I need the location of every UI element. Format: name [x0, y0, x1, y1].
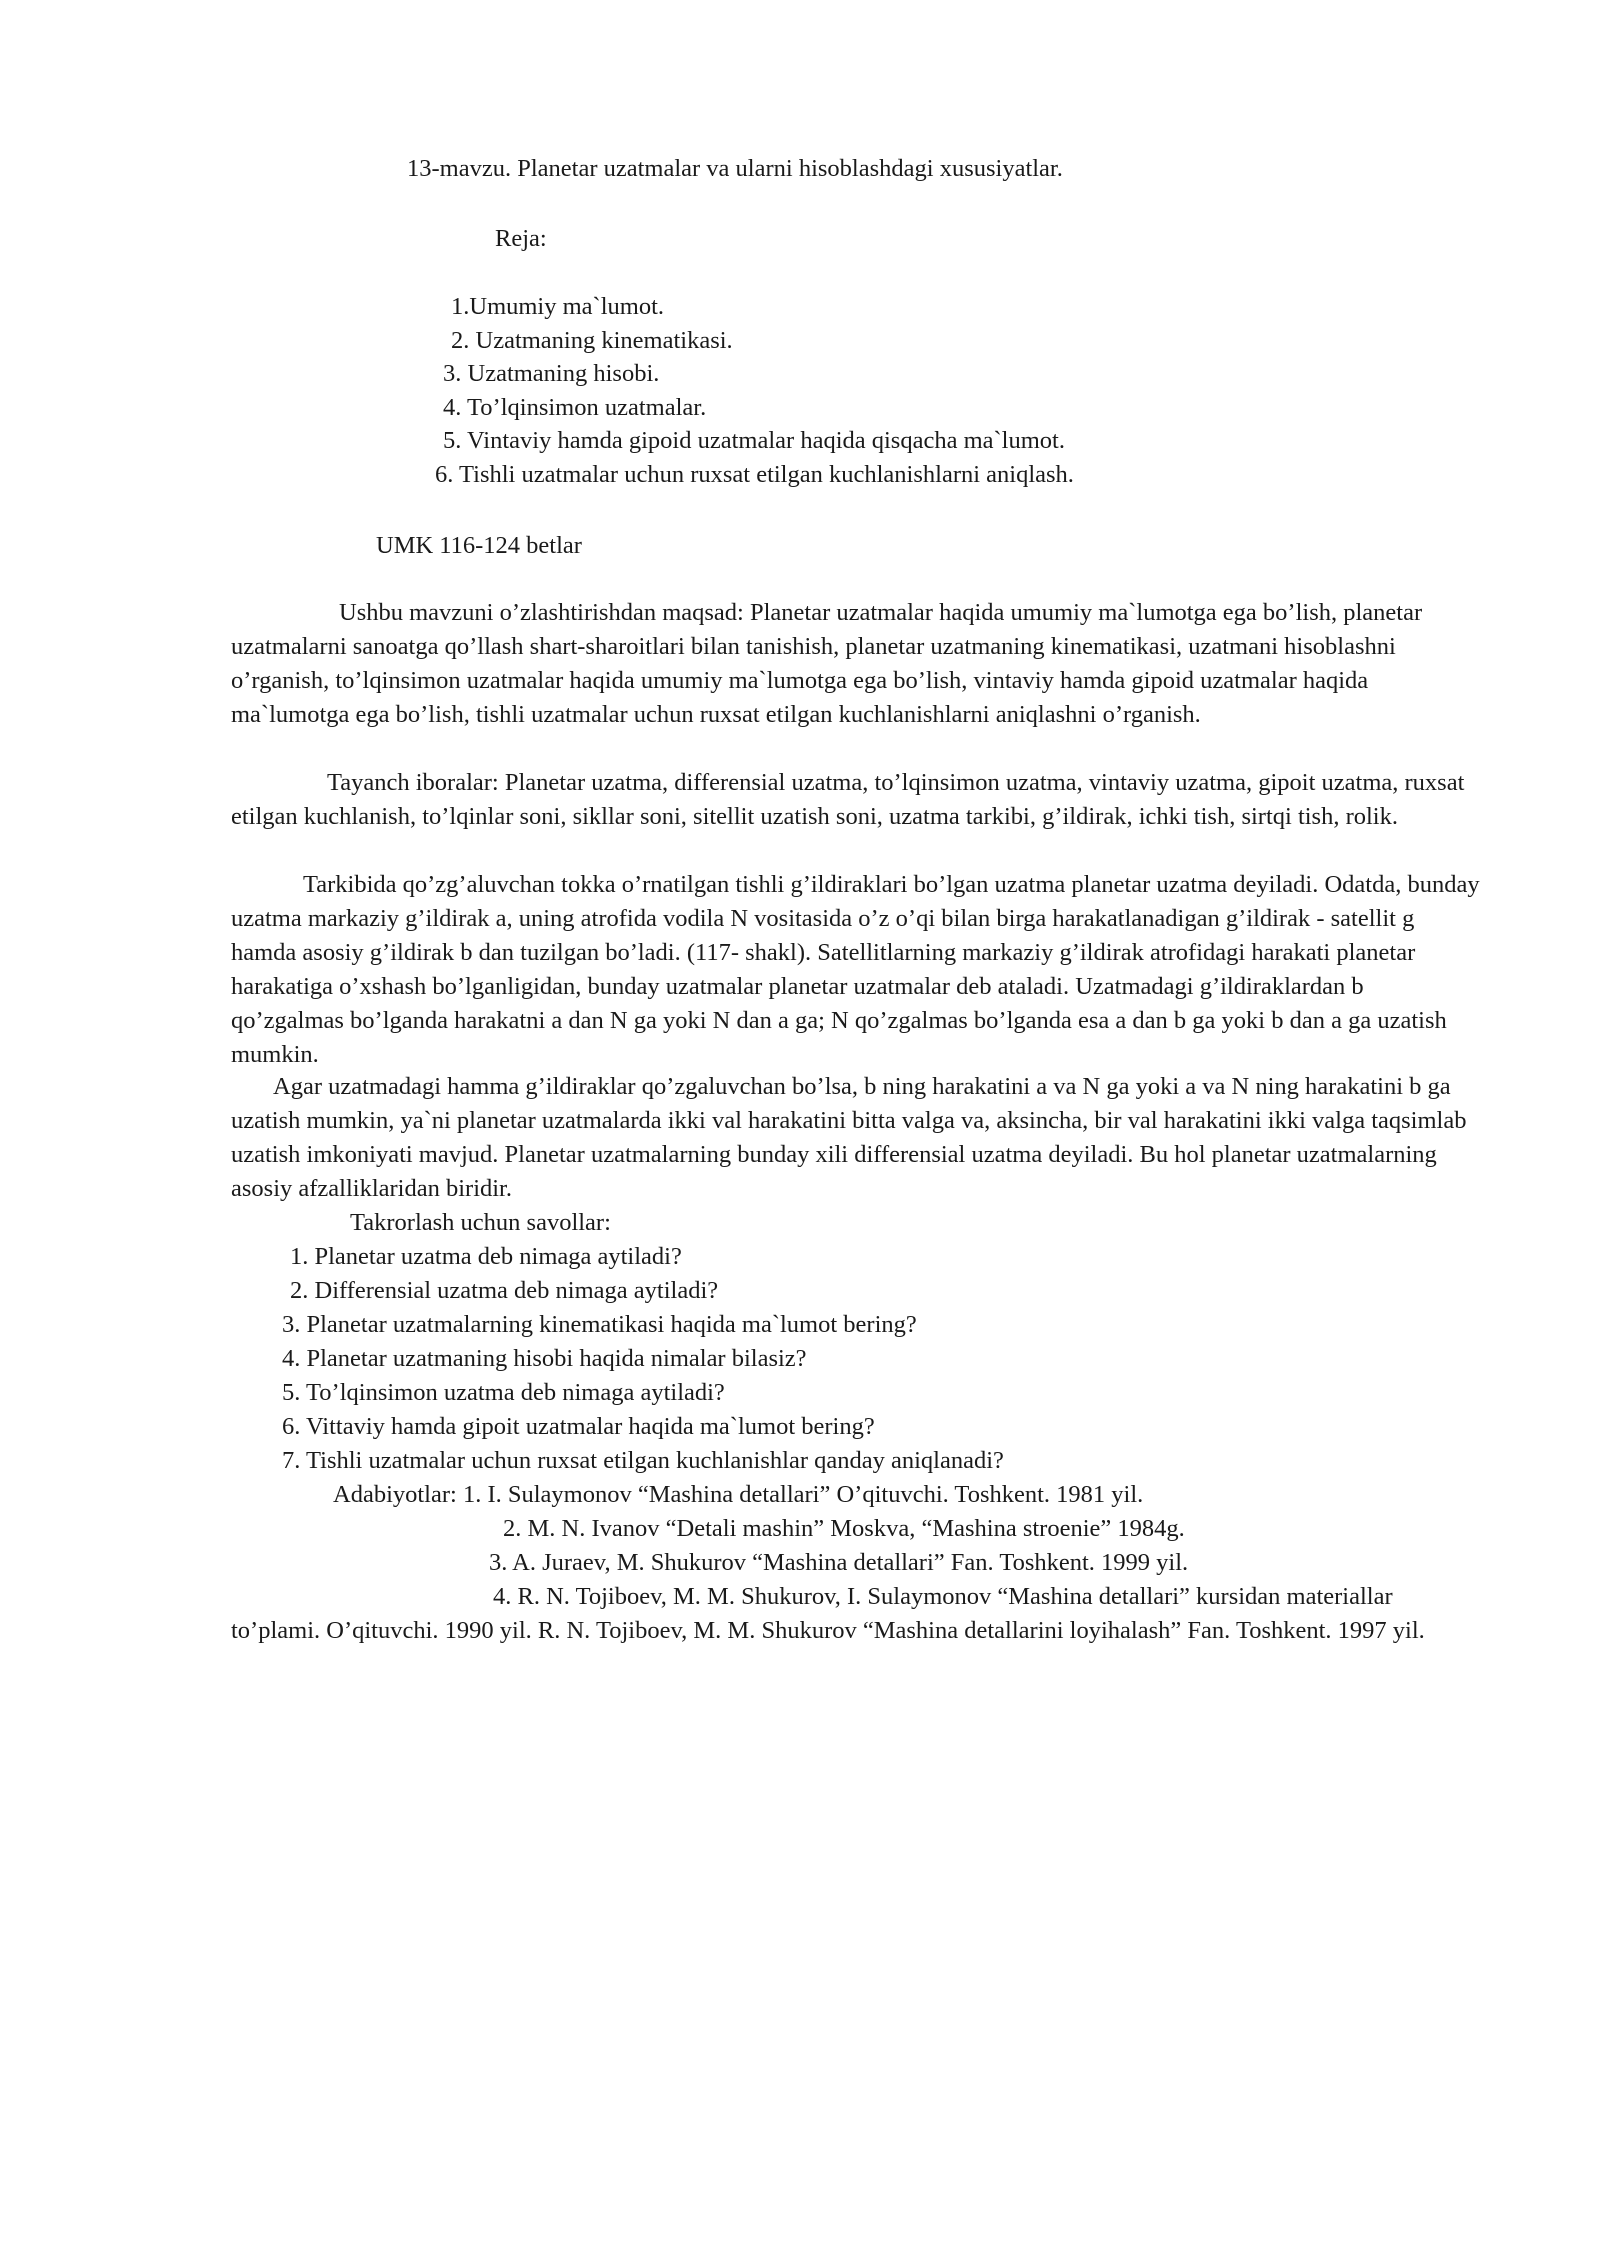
- plan-item: 2. Uzatmaning kinematikasi.: [451, 327, 733, 354]
- goal-text: Ushbu mavzuni o’zlashtirishdan maqsad: Planetar uzatmalar haqida umumiy ma`lumotga ega bo’lish, planetar uzatmalarni sanoatga qo’llash shart-sharoitlari bilan tanishish, planetar uzatmaning kinematikasi, uzatmani hisoblashni o’rganish, to’lqinsimon uzatmalar haqida umumiy ma`lumotga ega bo’lish, vintaviy hamda gipoid uzatmalar haqida ma`lumotga ega bo’lish, tishli uzatmalar uchun ruxsat etilgan kuchlanishlarni aniqlashni o’rganish.: [231, 599, 1423, 728]
- page-title: 13-mavzu. Planetar uzatmalar va ularni hisoblashdagi xususiyatlar.: [407, 155, 1063, 182]
- plan-item: 3. Uzatmaning hisobi.: [443, 360, 660, 387]
- question-item: 6. Vittaviy hamda gipoit uzatmalar haqida ma`lumot bering?: [282, 1413, 875, 1440]
- question-item: 4. Planetar uzatmaning hisobi haqida nimalar bilasiz?: [282, 1345, 807, 1372]
- plan-item: 4. To’lqinsimon uzatmalar.: [443, 394, 707, 421]
- literature-item-3: 3. A. Juraev, M. Shukurov “Mashina detallari” Fan. Toshkent. 1999 yil.: [489, 1549, 1189, 1576]
- definition-paragraph: [231, 868, 1481, 1072]
- literature-item-4-text: 4. R. N. Tojiboev, M. M. Shukurov, I. Sulaymonov “Mashina detallari” kursidan materiallar to’plami. O’qituvchi. 1990 yil. R. N. Tojiboev, M. M. Shukurov “Mashina detallarini loyihalash” Fan. Toshkent. 1997 yil.: [231, 1583, 1425, 1644]
- goal-paragraph: [231, 596, 1481, 732]
- plan-item: 5. Vintaviy hamda gipoid uzatmalar haqida qisqacha ma`lumot.: [443, 427, 1065, 454]
- literature-item-2: 2. M. N. Ivanov “Detali mashin” Moskva, “Mashina stroenie” 1984g.: [503, 1515, 1185, 1542]
- literature-item-1: Adabiyotlar: 1. I. Sulaymonov “Mashina detallari” O’qituvchi. Toshkent. 1981 yil.: [333, 1481, 1144, 1508]
- keywords-paragraph: [231, 766, 1481, 834]
- umk-reference: UMK 116-124 betlar: [376, 532, 582, 559]
- differential-paragraph: [231, 1070, 1481, 1206]
- question-item: 2. Differensial uzatma deb nimaga aytiladi?: [290, 1277, 719, 1304]
- plan-heading: Reja:: [495, 225, 547, 252]
- definition-text: Tarkibida qo’zg’aluvchan tokka o’rnatilgan tishli g’ildiraklari bo’lgan uzatma planetar uzatma deyiladi. Odatda, bunday uzatma markaziy g’ildirak a, uning atrofida vodila N vositasida o’z o’qi bilan birga harakatlanadigan g’ildirak - satellit g hamda asosiy g’ildirak b dan tuzilgan bo’ladi. (117- shakl). Satellitlarning markaziy g’ildirak atrofidagi harakati planetar harakatiga o’xshash bo’lganligidan, bunday uzatmalar planetar uzatmalar deb ataladi. Uzatmadagi g’ildiraklardan b qo’zgalmas bo’lganda harakatni a dan N ga yoki N dan a ga; N qo’zgalmas bo’lganda esa a dan b ga yoki b dan a ga uzatish mumkin.: [231, 871, 1480, 1068]
- differential-text: Agar uzatmadagi hamma g’ildiraklar qo’zgaluvchan bo’lsa, b ning harakatini a va N ga yoki a va N ning harakatini b ga uzatish mumkin, ya`ni planetar uzatmalarda ikki val harakatini bitta valga va, aksincha, bir val harakatini ikki valga taqsimlab uzatish imkoniyati mavjud. Planetar uzatmalarning bunday xili differensial uzatma deyiladi. Bu hol planetar uzatmalarning asosiy afzalliklaridan biridir.: [231, 1073, 1467, 1202]
- literature-item-4: [231, 1580, 1481, 1648]
- plan-item: 6. Tishli uzatmalar uchun ruxsat etilgan kuchlanishlarni aniqlash.: [435, 461, 1074, 488]
- question-item: 1. Planetar uzatma deb nimaga aytiladi?: [290, 1243, 682, 1270]
- keywords-text: Tayanch iboralar: Planetar uzatma, differensial uzatma, to’lqinsimon uzatma, vintaviy uzatma, gipoit uzatma, ruxsat etilgan kuchlanish, to’lqinlar soni, sikllar soni, sitellit uzatish soni, uzatma tarkibi, g’ildirak, ichki tish, sirtqi tish, rolik.: [231, 769, 1465, 830]
- question-item: 5. To’lqinsimon uzatma deb nimaga aytiladi?: [282, 1379, 725, 1406]
- question-item: 3. Planetar uzatmalarning kinematikasi haqida ma`lumot bering?: [282, 1311, 917, 1338]
- question-item: 7. Tishli uzatmalar uchun ruxsat etilgan kuchlanishlar qanday aniqlanadi?: [282, 1447, 1004, 1474]
- plan-item: 1.Umumiy ma`lumot.: [451, 293, 664, 320]
- questions-heading: Takrorlash uchun savollar:: [350, 1209, 611, 1236]
